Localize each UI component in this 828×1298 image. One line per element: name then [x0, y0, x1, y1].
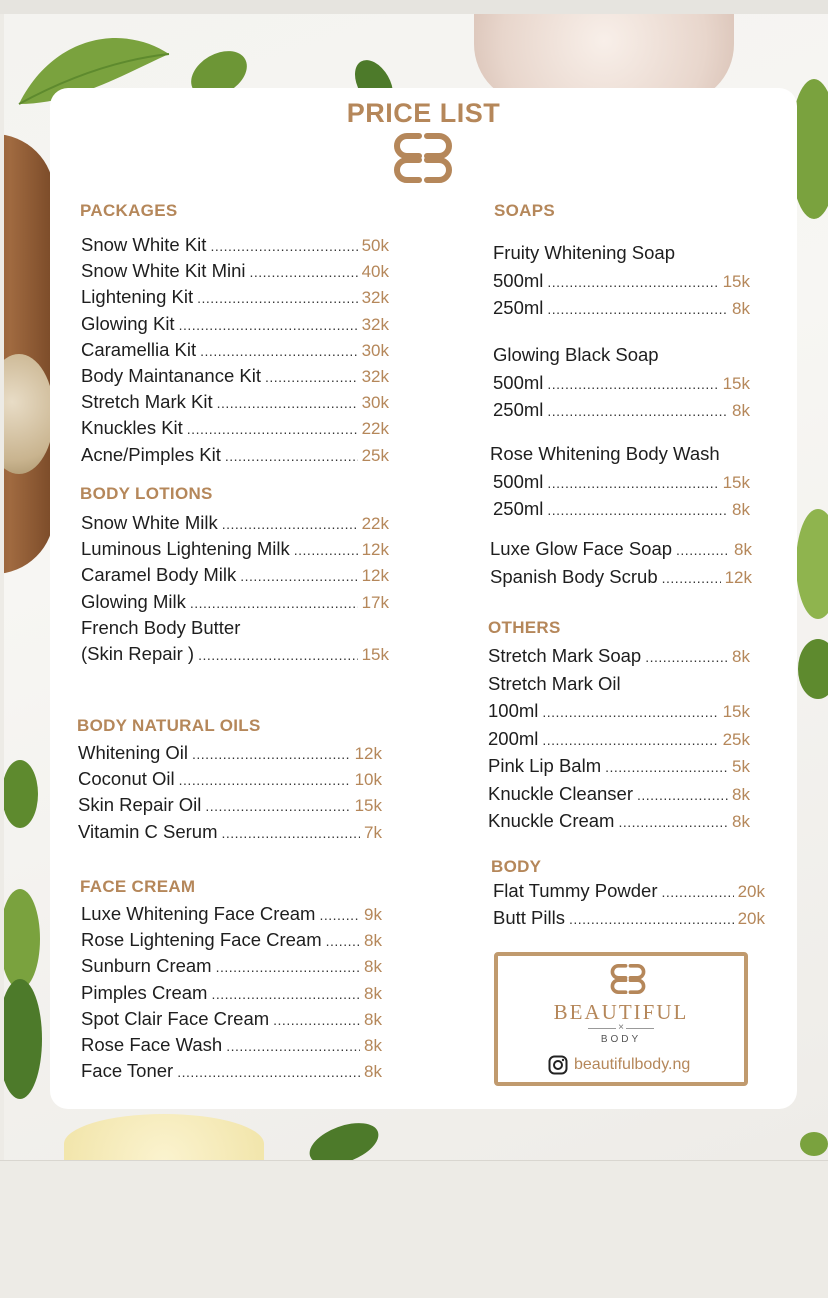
item-name: Luxe Glow Face Soap: [490, 538, 673, 559]
item-price: 8k: [364, 1036, 382, 1055]
instagram-icon: [548, 1055, 568, 1075]
item-name: Pimples Cream: [81, 981, 208, 1003]
dot-leader: [221, 825, 360, 841]
price-row: [493, 498, 750, 524]
item-price: 32k: [361, 314, 389, 334]
price-row: [488, 728, 750, 754]
dot-leader: [190, 595, 358, 611]
dot-leader: [637, 787, 728, 803]
item-name: Luminous Lightening Milk: [81, 538, 290, 560]
dot-leader: [547, 502, 728, 518]
dot-leader: [294, 542, 358, 558]
item-price: 8k: [732, 647, 750, 666]
price-row: [81, 512, 389, 538]
item-price: 15k: [722, 272, 750, 291]
dot-leader: [198, 647, 357, 663]
item-name: Stretch Mark Kit: [81, 391, 213, 413]
section-heading: SOAPS: [494, 201, 556, 220]
item-price: 8k: [364, 983, 382, 1003]
dot-leader: [210, 238, 357, 254]
item-name: Face Toner: [81, 1060, 174, 1082]
price-row: [81, 929, 382, 955]
item-price: 10k: [354, 770, 382, 790]
price-row: [493, 880, 765, 906]
price-row: [81, 643, 389, 669]
leaf-bottom: [304, 1104, 384, 1160]
item-price: 30k: [361, 393, 389, 413]
monogram-logo: [393, 130, 453, 191]
price-row: [488, 645, 750, 671]
price-row: [493, 907, 765, 933]
dot-leader: [179, 772, 351, 788]
item-price: 8k: [732, 784, 750, 804]
item-name: Butt Pills: [493, 907, 565, 928]
item-name: Flat Tummy Powder: [493, 880, 658, 901]
price-row: [81, 538, 389, 564]
price-row: [493, 471, 750, 497]
section-heading: BODY LOTIONS: [80, 484, 213, 503]
price-row: [81, 444, 389, 470]
item-name: (Skin Repair ): [81, 643, 195, 664]
product-title: Glowing Black Soap: [493, 344, 659, 365]
item-price: 15k: [722, 702, 750, 721]
section-heading: BODY: [491, 857, 542, 876]
dot-leader: [197, 290, 357, 306]
dot-leader: [273, 1012, 360, 1028]
item-price: 32k: [361, 367, 389, 386]
section-heading: BODY NATURAL OILS: [77, 716, 261, 735]
item-name: Stretch Mark Oil: [488, 672, 621, 694]
leaf-bottom-right: [794, 1124, 828, 1160]
price-row: [81, 903, 382, 929]
item-name: Sunburn Cream: [81, 955, 212, 977]
item-name: Acne/Pimples Kit: [81, 443, 221, 465]
item-name: Luxe Whitening Face Cream: [81, 903, 316, 924]
item-name: 500ml: [493, 372, 544, 393]
section-heading: FACE CREAM: [80, 877, 196, 896]
dot-leader: [569, 911, 734, 927]
dot-leader: [662, 570, 721, 586]
dot-leader: [187, 421, 358, 437]
item-name: Stretch Mark Soap: [488, 645, 642, 666]
item-name: Snow White Kit: [81, 234, 207, 255]
page-title: PRICE LIST: [346, 98, 501, 128]
dot-leader: [547, 403, 728, 419]
price-row: [81, 591, 389, 617]
section-heading: PACKAGES: [80, 201, 178, 220]
item-name: Vitamin C Serum: [78, 820, 218, 842]
dot-leader: [225, 448, 358, 464]
brand-x: ×: [618, 1022, 624, 1033]
brand-name: BEAUTIFUL: [553, 1000, 689, 1024]
dot-leader: [240, 568, 357, 584]
item-name: Rose Face Wash: [81, 1034, 223, 1055]
price-row: [78, 768, 382, 794]
price-row: [81, 313, 389, 339]
item-name: Skin Repair Oil: [78, 794, 202, 816]
item-price: 17k: [361, 592, 389, 612]
price-row: [81, 260, 389, 286]
dot-leader: [547, 301, 728, 317]
item-name: French Body Butter: [81, 616, 241, 638]
dot-leader: [205, 798, 350, 814]
item-price: 12k: [361, 566, 389, 586]
price-row: [81, 391, 389, 417]
item-name: Rose Lightening Face Cream: [81, 929, 322, 951]
price-row: [81, 365, 389, 391]
dot-leader: [250, 264, 358, 280]
item-name: Body Maintanance Kit: [81, 365, 261, 386]
dot-leader: [211, 986, 360, 1002]
dot-leader: [547, 376, 718, 392]
price-row: [78, 794, 382, 820]
leaf-left-3: [4, 974, 52, 1104]
bottom-blank-area: [0, 1160, 828, 1298]
price-row: [81, 286, 389, 312]
dot-leader: [200, 343, 357, 359]
cream-jar: [64, 1114, 264, 1160]
item-name: Glowing Milk: [81, 590, 186, 612]
price-row: [490, 538, 752, 564]
wooden-board: [4, 134, 54, 574]
item-name: 250ml: [493, 297, 544, 318]
price-row: [493, 297, 750, 323]
item-name: Spanish Body Scrub: [490, 566, 658, 587]
price-row: [81, 1008, 382, 1034]
item-name: Spot Clair Face Cream: [81, 1007, 270, 1029]
item-price: 12k: [361, 540, 389, 560]
item-price: 5k: [732, 757, 750, 776]
section-heading: OTHERS: [488, 618, 561, 637]
item-name: 200ml: [488, 727, 539, 749]
product-title: Fruity Whitening Soap: [493, 242, 676, 263]
item-name: Glowing Kit: [81, 312, 175, 334]
price-row: [81, 417, 389, 443]
dot-leader: [226, 1038, 360, 1054]
item-name: Caramel Body Milk: [81, 564, 237, 586]
brand-sub: BODY: [600, 1034, 642, 1045]
price-list-card: [50, 88, 797, 1109]
item-price: 7k: [364, 822, 382, 842]
item-price: 12k: [724, 568, 752, 587]
dot-leader: [662, 884, 734, 900]
item-name: 250ml: [493, 399, 544, 420]
dot-leader: [177, 1064, 360, 1080]
item-price: 8k: [364, 1062, 382, 1082]
item-price: 20k: [737, 882, 765, 901]
item-price: 40k: [361, 262, 389, 282]
dot-leader: [542, 704, 718, 720]
item-price: 9k: [364, 905, 382, 924]
item-price: 12k: [354, 744, 382, 763]
item-price: 22k: [361, 514, 389, 533]
dot-leader: [547, 274, 718, 290]
item-name: Coconut Oil: [78, 768, 175, 790]
dot-leader: [542, 732, 718, 748]
item-price: 50k: [361, 236, 389, 255]
dot-leader: [605, 759, 728, 775]
dot-leader: [618, 814, 728, 830]
item-name: 500ml: [493, 471, 544, 492]
price-row: [81, 955, 382, 981]
price-row: [81, 564, 389, 590]
price-row: [78, 742, 382, 768]
price-row: [81, 982, 382, 1008]
price-row: [488, 783, 750, 809]
dot-leader: [265, 369, 358, 385]
price-row: [488, 755, 750, 781]
instagram-handle[interactable]: [548, 1055, 690, 1075]
item-name: Knuckles Kit: [81, 417, 183, 439]
price-row: [493, 399, 750, 425]
dot-leader: [645, 649, 728, 665]
item-price: 8k: [364, 931, 382, 951]
price-row: [490, 566, 752, 592]
brand-divider-right: [626, 1028, 654, 1029]
item-price: 15k: [722, 473, 750, 492]
item-name: Caramellia Kit: [81, 338, 197, 360]
item-price: 20k: [737, 909, 765, 928]
brand-monogram: [610, 962, 646, 1001]
item-price: 30k: [361, 340, 389, 360]
brand-box: [494, 952, 748, 1086]
item-name: Snow White Kit Mini: [81, 260, 246, 282]
item-name: Whitening Oil: [78, 742, 189, 763]
price-row: [81, 1060, 382, 1086]
item-price: 8k: [732, 500, 750, 519]
price-row: [488, 700, 750, 726]
top-strip: [0, 0, 828, 14]
item-price: 8k: [734, 540, 752, 559]
price-row: [493, 372, 750, 398]
dot-leader: [222, 516, 358, 532]
dot-leader: [319, 907, 360, 923]
price-row: [81, 339, 389, 365]
dot-leader: [547, 475, 718, 491]
item-name: Knuckle Cleanser: [488, 782, 633, 804]
item-price: 32k: [361, 288, 389, 308]
price-row: [78, 821, 382, 847]
item-name: 500ml: [493, 270, 544, 291]
item-name: Knuckle Cream: [488, 810, 615, 831]
leaf-left-1: [4, 754, 52, 834]
dot-leader: [216, 959, 360, 975]
item-price: 15k: [361, 645, 389, 664]
item-price: 8k: [364, 957, 382, 977]
item-name: Snow White Milk: [81, 512, 218, 533]
item-price: 25k: [361, 445, 389, 465]
item-name: 100ml: [488, 700, 539, 721]
item-price: 8k: [364, 1009, 382, 1029]
item-name: Pink Lip Balm: [488, 755, 602, 776]
price-row: [488, 810, 750, 836]
instagram-handle-text: beautifulbody.ng: [574, 1056, 691, 1073]
item-name: 250ml: [493, 498, 544, 519]
dot-leader: [217, 395, 358, 411]
item-price: 8k: [732, 812, 750, 831]
product-title: Rose Whitening Body Wash: [490, 443, 720, 464]
item-price: 15k: [722, 374, 750, 393]
price-row: [81, 234, 389, 260]
item-name: Lightening Kit: [81, 286, 194, 308]
dot-leader: [192, 746, 351, 762]
dot-leader: [179, 317, 358, 333]
dot-leader: [326, 933, 360, 949]
item-price: 8k: [732, 299, 750, 318]
item-price: 22k: [361, 419, 389, 439]
item-price: 8k: [732, 401, 750, 420]
price-row: [493, 270, 750, 296]
item-price: 25k: [722, 729, 750, 749]
item-price: 15k: [354, 796, 382, 816]
price-row: [81, 1034, 382, 1060]
dot-leader: [676, 542, 730, 558]
